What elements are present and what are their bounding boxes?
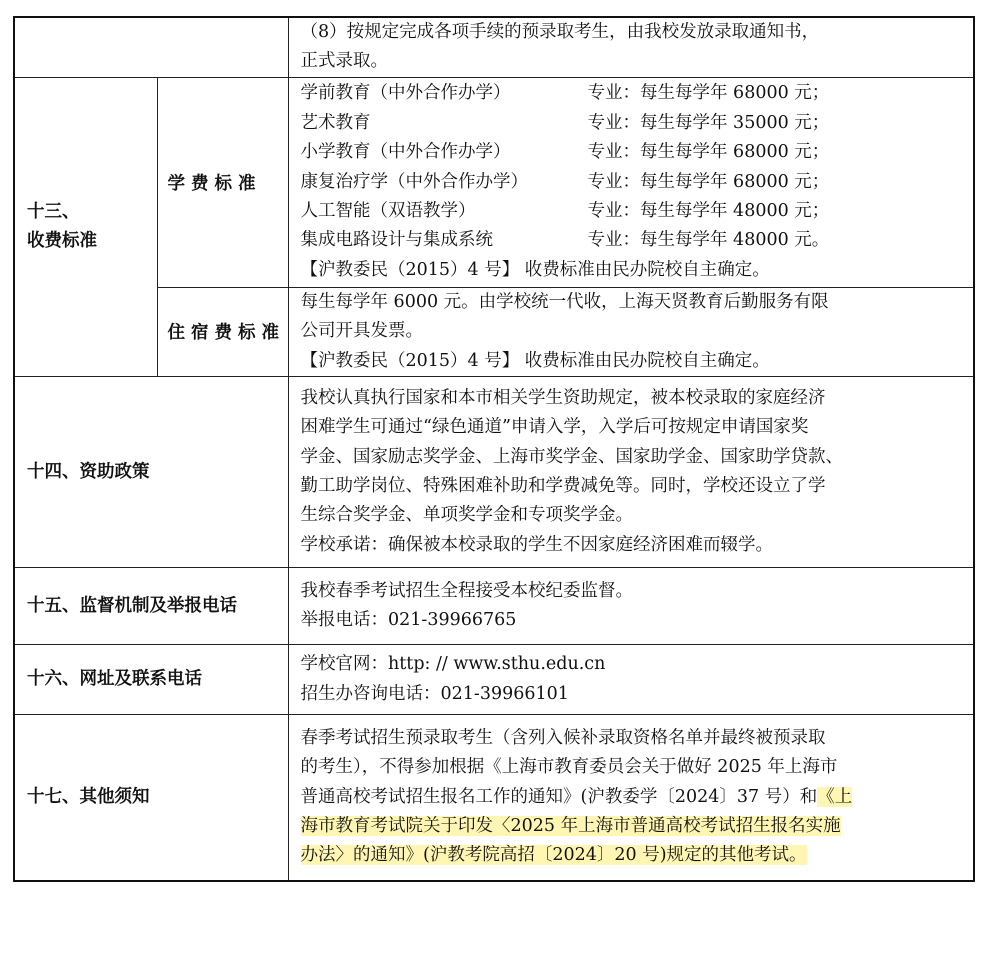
fee-amount: 专业：每生每学年 48000 元。 [587,230,830,251]
dorm-content [288,287,974,376]
fee-major-name: 艺术教育 [300,112,371,133]
section16-content [288,645,974,715]
section14-line: 生综合奖学金、单项奖学金和专项奖学金。 [300,505,633,526]
fee-amount: 专业：每生每学年 68000 元； [587,83,830,104]
section17-content [288,715,974,881]
table-row-section15 [14,568,974,645]
tuition-label: 学费标准 [157,77,288,287]
section13-title-line1: 十三、 [27,201,80,222]
fee-item [301,168,966,197]
enrollment-line: 正式录取。 [300,51,388,72]
section13-title-line2: 收费标准 [27,230,97,251]
fee-item [301,197,966,226]
section17-line [301,812,966,841]
section17-text: 普通高校考试招生报名工作的通知》(沪教委学〔2024〕37 号）和 [300,786,818,807]
phone-line: 招生办咨询电话：021-39966101 [300,683,569,704]
dorm-note: 【沪教委民（2015）4 号】 收费标准由民办院校自主确定。 [300,350,770,371]
table-row-dorm [14,287,974,376]
dorm-line: 每生每学年 6000 元。由学校统一代收，上海天贤教育后勤服务有限 [300,291,829,312]
fee-amount: 专业：每生每学年 68000 元； [587,142,830,163]
section17-title: 十七、其他须知 [14,715,288,881]
tuition-note: 【沪教委民（2015）4 号】 收费标准由民办院校自主确定。 [300,259,770,280]
section14-line: 学校承诺：确保被本校录取的学生不因家庭经济困难而辍学。 [300,534,773,555]
section14-line: 困难学生可通过“绿色通道”申请入学，入学后可按规定申请国家奖 [300,417,809,438]
enrollment-content [288,17,974,77]
section17-line: 的考生），不得参加根据《上海市教育委员会关于做好 2025 年上海市 [300,757,838,778]
enrollment-line: （8）按规定完成各项手续的预录取考生，由我校发放录取通知书， [300,22,820,42]
website-line: 学校官网：http: // www.sthu.edu.cn [300,654,606,675]
fee-major-name: 人工智能（双语教学） [300,201,476,222]
fee-amount: 专业：每生每学年 35000 元； [587,112,830,133]
fee-item [301,79,966,108]
section14-line: 学金、国家励志奖学金、上海市奖学金、国家助学金、国家助学贷款、 [300,446,843,467]
fee-amount: 专业：每生每学年 68000 元； [587,171,830,192]
tuition-content [288,77,974,287]
fee-major-name: 小学教育（中外合作办学） [300,142,511,163]
table-row-section17 [14,715,974,881]
section15-content [288,568,974,645]
highlighted-text: 。 [789,845,807,866]
fee-item [301,109,966,138]
section17-line: 春季考试招生预录取考生（含列入候补录取资格名单并最终被预录取 [300,727,826,748]
section14-line: 勤工助学岗位、特殊困难补助和学费减免等。同时，学校还设立了学 [300,476,826,497]
empty-cell [14,17,288,77]
section13-title-cell [14,77,157,376]
table-row-enrollment [14,17,974,77]
section17-line [301,841,966,870]
dorm-label: 住宿费标准 [157,287,288,376]
highlighted-text: 海市教育考试院关于印发〈2025 年上海市普通高校考试招生报名实 [300,815,824,836]
fee-item [301,226,966,255]
fee-major-name: 康复治疗学（中外合作办学） [300,171,528,192]
admission-info-table [13,16,975,882]
section15-title: 十五、监督机制及举报电话 [14,568,288,645]
fee-major-name: 集成电路设计与集成系统 [300,230,493,251]
section16-title: 十六、网址及联系电话 [14,645,288,715]
section15-line: 举报电话：021-39966765 [300,610,517,631]
highlighted-text: 办法〉的通知》(沪教考院高招〔2024〕20 号)规定的其他考试 [300,845,790,866]
section14-line: 我校认真执行国家和本市相关学生资助规定，被本校录取的家庭经济 [300,387,826,408]
section15-line: 我校春季考试招生全程接受本校纪委监督。 [300,580,633,601]
section17-line [301,783,966,812]
highlighted-text: 《上 [817,786,853,807]
highlighted-text: 施 [823,815,841,836]
table-row-section16 [14,645,974,715]
fee-amount: 专业：每生每学年 48000 元； [587,201,830,222]
fee-major-name: 学前教育（中外合作办学） [300,83,511,104]
dorm-line: 公司开具发票。 [300,321,423,342]
section14-content [288,377,974,568]
section14-title: 十四、资助政策 [14,377,288,568]
fee-item [301,138,966,167]
table-row-tuition [14,77,974,287]
table-row-section14 [14,377,974,568]
